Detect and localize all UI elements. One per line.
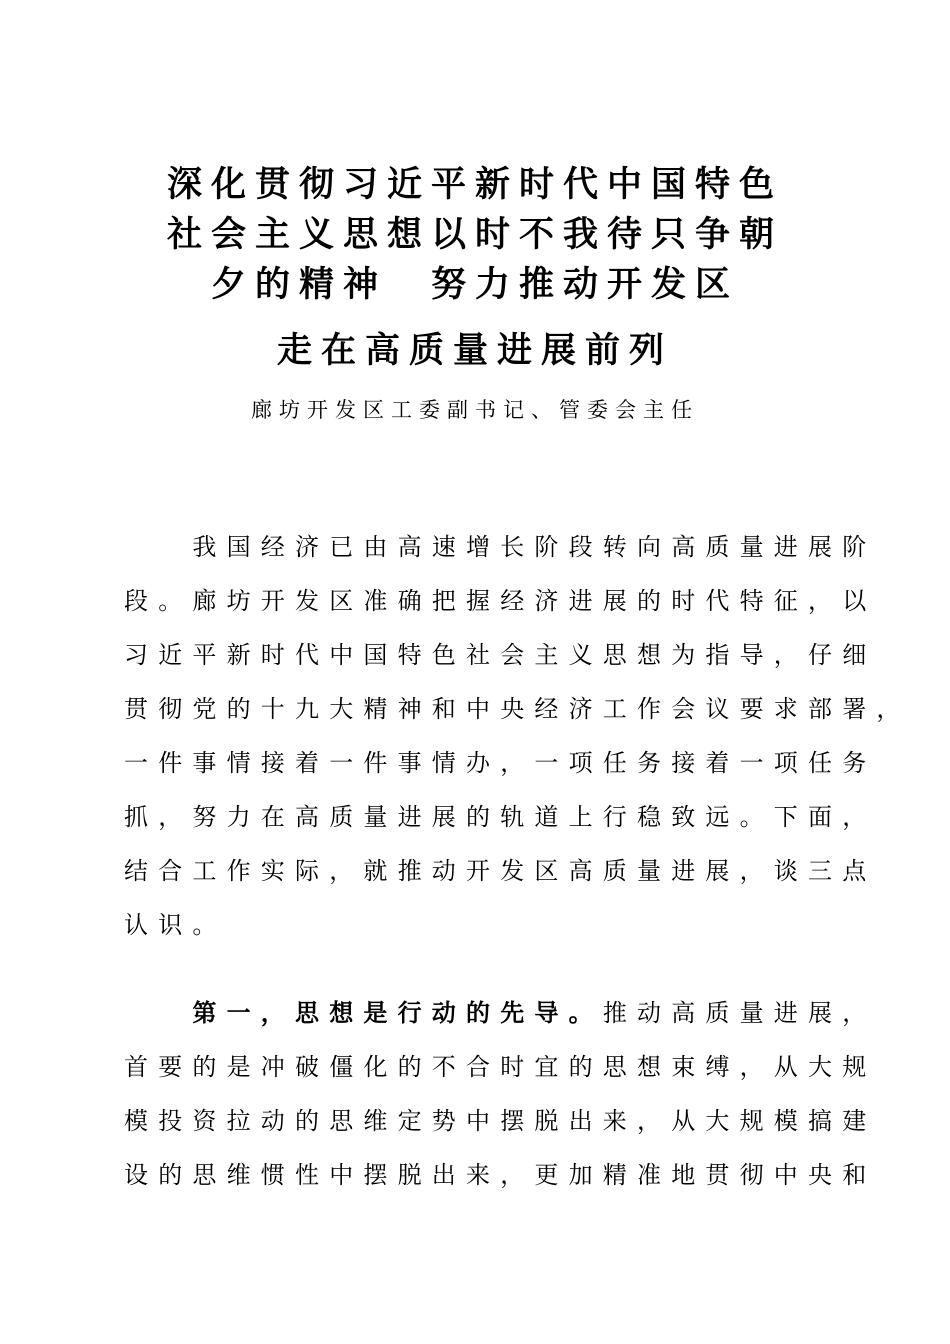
title-line-3: 夕的精神 努力推动开发区 [210, 265, 739, 305]
paragraph-spacer [124, 952, 844, 986]
paragraph-2-heading: 第一，思想是行动的先导。 [124, 999, 603, 1027]
paragraph-1-line: 习近平新时代中国特色社会主义思想为指导，仔细 [124, 641, 877, 669]
paragraph-2-line: 首要的是冲破僵化的不合时宜的思想束缚，从大规 [124, 1053, 877, 1081]
paragraph-2-first-line [124, 986, 877, 1040]
paragraph-1-line: 一件事情接着一件事情办，一项任务接着一项任务 [124, 749, 877, 777]
paragraph-1-line: 抓，努力在高质量进展的轨道上行稳致远。下面， [124, 803, 877, 831]
paragraph-2-lead-text: 推动高质量进展， [602, 999, 877, 1027]
paragraph-1-line: 段。廊坊开发区准确把握经济进展的时代特征，以 [124, 587, 877, 615]
title-line-4: 走在高质量进展前列 [276, 331, 673, 371]
title-line-2: 社会主义思想以时不我待只争朝 [166, 215, 783, 255]
document-title [0, 160, 950, 376]
paragraph-1-line: 认识。 [124, 911, 227, 939]
paragraph-1-line: 结合工作实际，就推动开发区高质量进展，谈三点 [124, 857, 877, 885]
author-line: 廊坊开发区工委副书记、管委会主任 [251, 398, 699, 422]
paragraph-2-line: 设的思维惯性中摆脱出来，更加精准地贯彻中央和 [124, 1161, 877, 1189]
document-body [124, 520, 911, 1202]
paragraph-1-line: 我国经济已由高速增长阶段转向高质量进展阶 [124, 533, 877, 561]
paragraph-1-line: 贯彻党的十九大精神和中央经济工作会议要求部署， [124, 695, 911, 723]
paragraph-2-line: 模投资拉动的思维定势中摆脱出来，从大规模搞建 [124, 1107, 877, 1135]
title-line-1: 深化贯彻习近平新时代中国特色 [166, 165, 783, 205]
